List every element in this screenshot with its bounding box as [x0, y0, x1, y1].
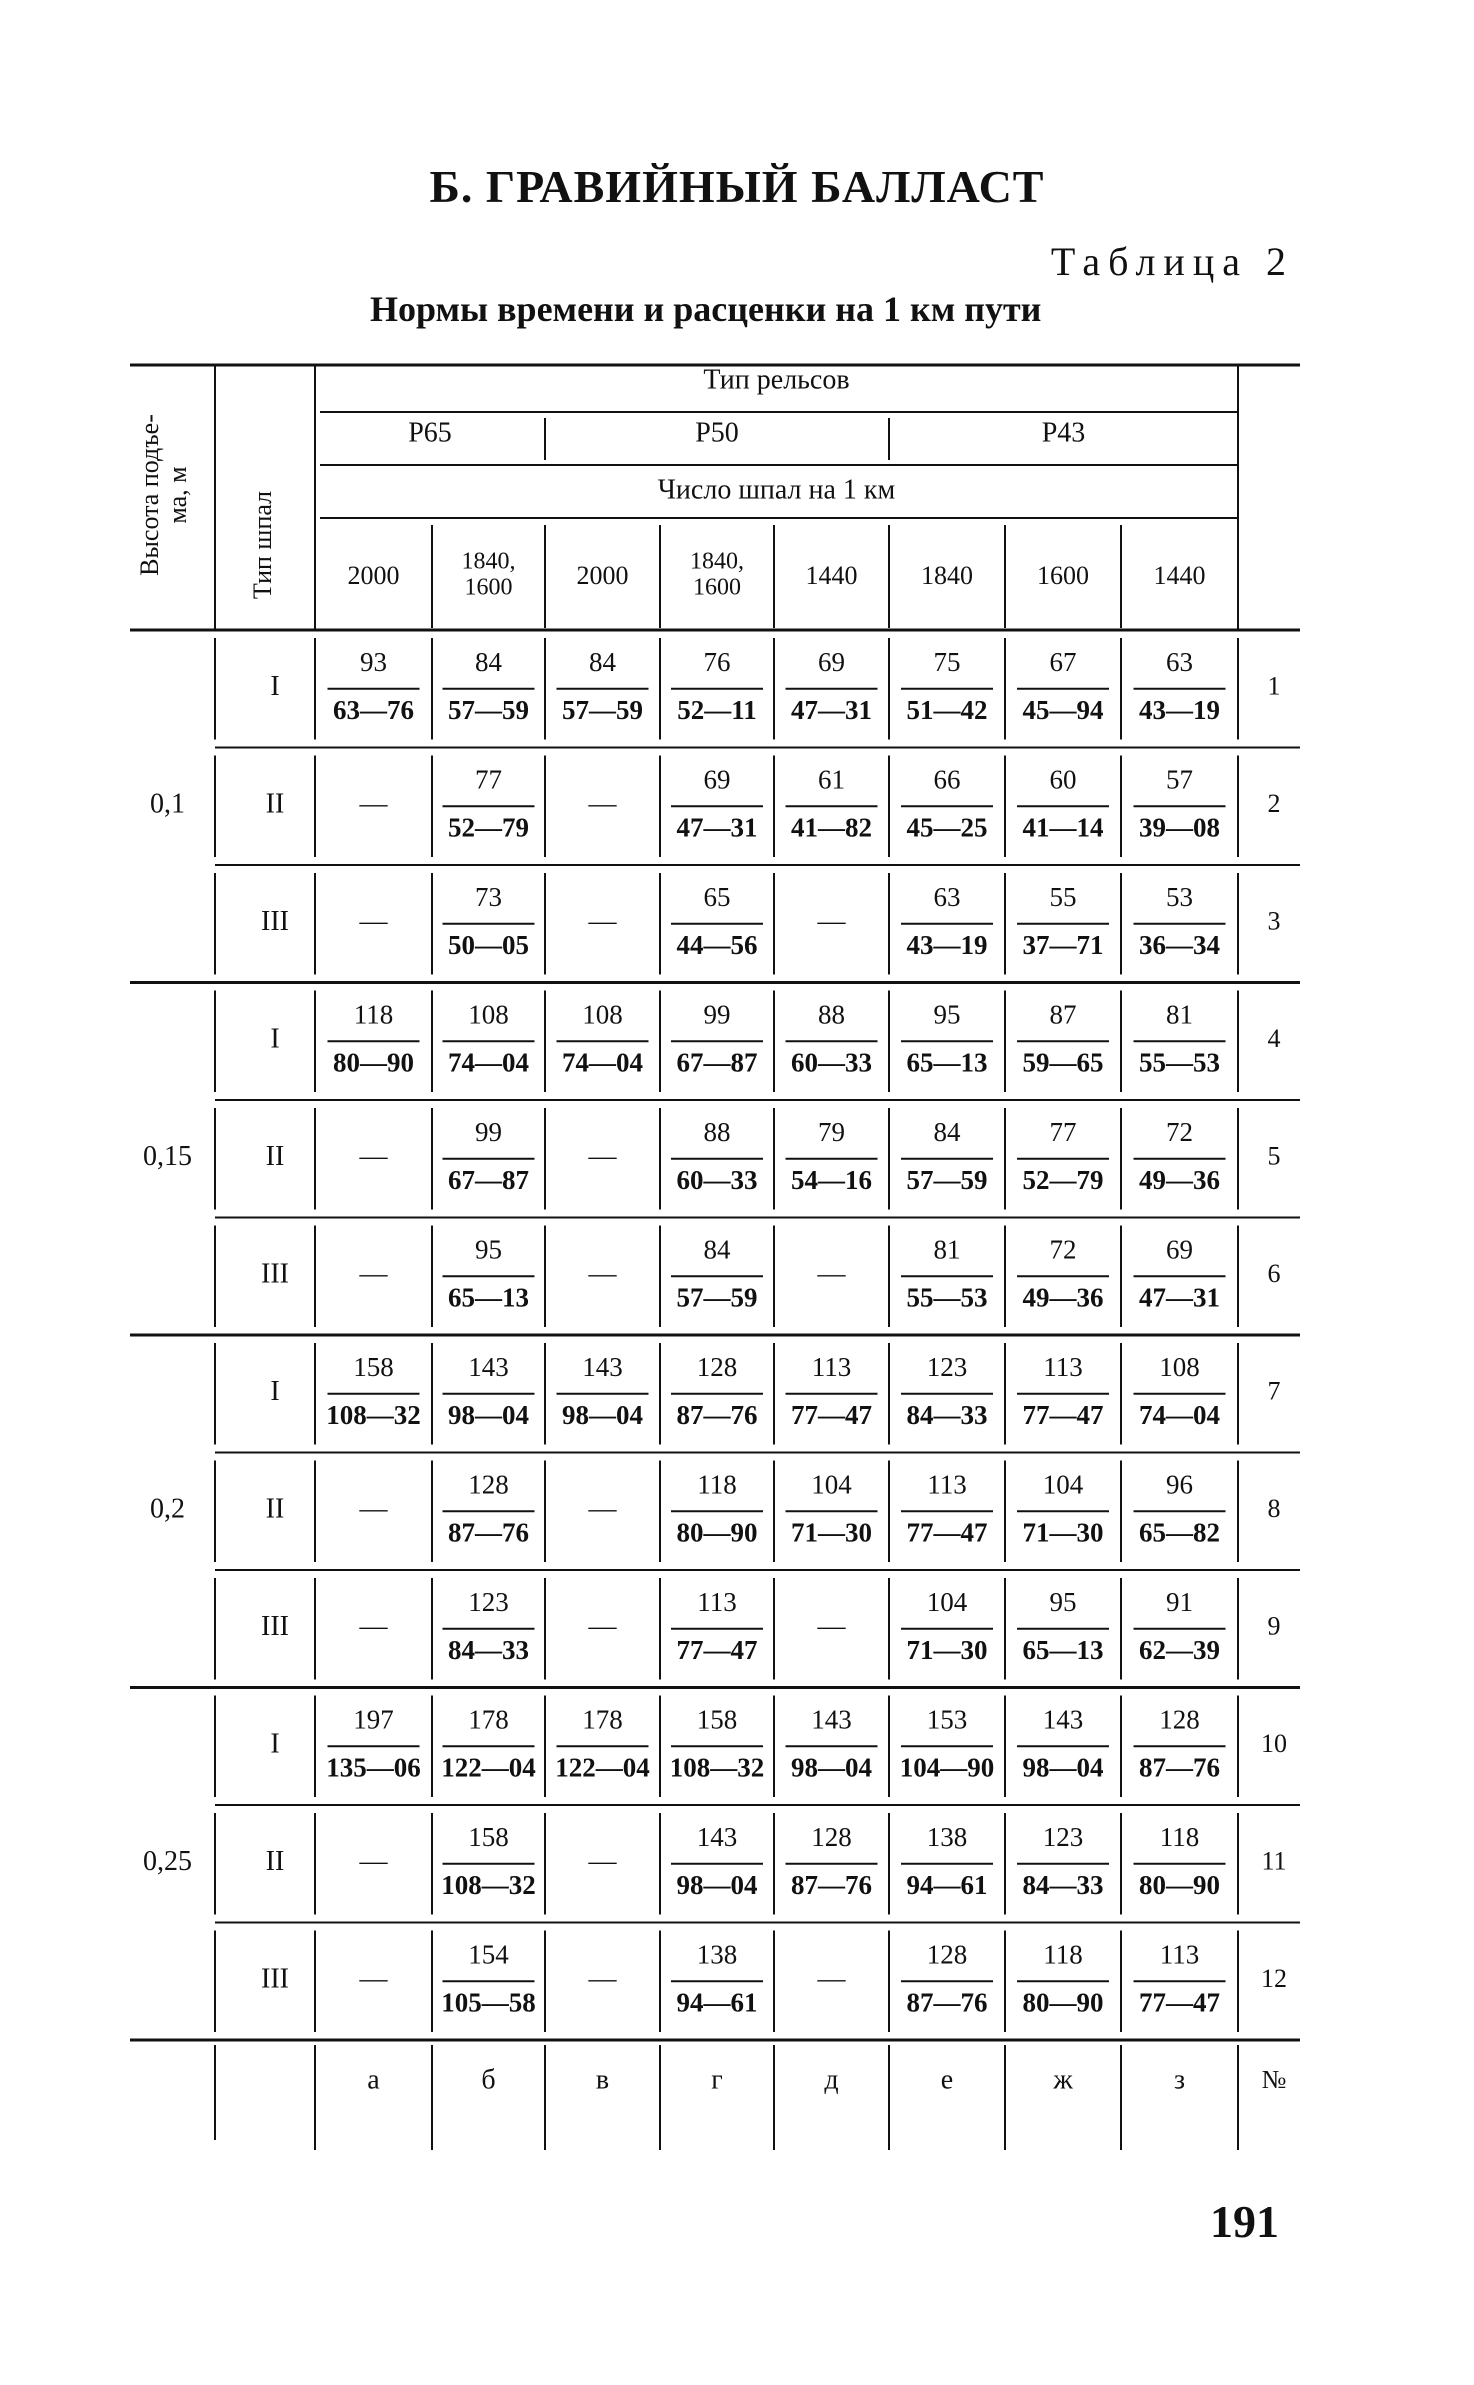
rate-value: 98—04: [562, 1399, 643, 1430]
time-norm: 118: [353, 999, 394, 1030]
rate-value: 94—61: [906, 1869, 988, 1900]
rate-value: 94—61: [676, 1987, 758, 2018]
rate-value: 77—47: [906, 1517, 988, 1548]
rate-value: 60—33: [791, 1047, 872, 1078]
time-norm: 65: [703, 881, 731, 912]
time-norm: 143: [582, 1351, 623, 1382]
time-norm: 128: [1159, 1704, 1200, 1735]
rate-value: 87—76: [676, 1399, 758, 1430]
sleeper-count: 1440: [805, 560, 858, 590]
time-norm: 84: [933, 1116, 961, 1147]
rate-value: 87—76: [1139, 1752, 1220, 1783]
rate-value: 37—71: [1022, 929, 1104, 960]
time-norm: 113: [927, 1469, 967, 1500]
time-norm: 123: [926, 1351, 968, 1382]
time-norm: 153: [926, 1704, 968, 1735]
time-norm: 128: [811, 1821, 852, 1852]
rate-value: 122—04: [555, 1752, 650, 1783]
rate-value: 80—90: [1139, 1869, 1220, 1900]
data-value: —: [588, 1258, 617, 1290]
rate-value: 45—94: [1022, 694, 1104, 725]
time-norm: 91: [1166, 1586, 1193, 1617]
rate-value: 43—19: [906, 929, 988, 960]
column-letter: д: [824, 2064, 839, 2096]
data-value: —: [588, 1611, 617, 1643]
data-value: —: [359, 1493, 388, 1525]
time-norm: 108: [582, 999, 623, 1030]
rate-value: 87—76: [448, 1517, 529, 1548]
time-norm: 84: [589, 646, 616, 677]
time-norm: 69: [1166, 1234, 1193, 1265]
time-norm: 113: [697, 1586, 737, 1617]
rate-value: 52—79: [1022, 1164, 1104, 1195]
time-norm: 178: [468, 1704, 509, 1735]
data-value: —: [588, 1846, 617, 1878]
time-norm: 63: [1166, 646, 1193, 677]
time-norm: 81: [933, 1234, 961, 1265]
column-letter: а: [367, 2064, 380, 2096]
rate-value: 77—47: [791, 1399, 872, 1430]
row-number: 10: [1261, 1729, 1287, 1759]
column-letter: ж: [1053, 2064, 1073, 2096]
time-norm: 123: [468, 1586, 509, 1617]
sleeper-type: II: [265, 788, 285, 820]
row-number: 1: [1267, 671, 1281, 701]
rate-value: 98—04: [448, 1399, 529, 1430]
rate-value: 59—65: [1022, 1047, 1104, 1078]
rate-value: 65—82: [1139, 1517, 1220, 1548]
rate-value: 77—47: [1022, 1399, 1104, 1430]
rate-value: 63—76: [333, 694, 414, 725]
time-norm: 138: [696, 1939, 738, 1970]
column-letter: з: [1173, 2064, 1186, 2096]
rate-value: 80—90: [676, 1517, 758, 1548]
time-norm: 55: [1049, 881, 1077, 912]
rate-value: 47—31: [791, 694, 872, 725]
time-norm: 99: [703, 999, 731, 1030]
time-norm: 75: [933, 646, 961, 677]
rate-value: 49—36: [1139, 1164, 1220, 1195]
rate-value: 104—90: [899, 1752, 995, 1783]
rate-value: 62—39: [1139, 1634, 1220, 1665]
rate-value: 39—08: [1139, 812, 1220, 843]
sleeper-type: III: [261, 906, 289, 938]
data-value: —: [359, 1141, 388, 1173]
rate-value: 87—76: [906, 1987, 988, 2018]
time-norm: 93: [360, 646, 387, 677]
rate-value: 47—31: [1139, 1282, 1220, 1313]
lift-height: 0,25: [143, 1846, 192, 1878]
rate-value: 98—04: [791, 1752, 872, 1783]
time-norm: 76: [703, 646, 731, 677]
time-norm: 88: [818, 999, 845, 1030]
time-norm: 95: [933, 999, 961, 1030]
time-norm: 69: [703, 764, 731, 795]
sleeper-count: 1440: [1153, 560, 1206, 590]
sleeper-type: II: [265, 1141, 285, 1173]
rate-value: 74—04: [1139, 1399, 1220, 1430]
rate-value: 57—59: [448, 694, 529, 725]
data-value: —: [817, 906, 846, 938]
time-norm: 158: [468, 1821, 509, 1852]
rail-type-1: Р65: [408, 417, 452, 449]
row-number: 9: [1267, 1611, 1281, 1641]
time-norm: 118: [1159, 1821, 1200, 1852]
rate-value: 98—04: [676, 1869, 758, 1900]
number-column-label: №: [1261, 2064, 1287, 2094]
sleeper-type: II: [265, 1493, 285, 1525]
time-norm: 84: [703, 1234, 731, 1265]
time-norm: 95: [1049, 1586, 1077, 1617]
time-norm: 158: [353, 1351, 394, 1382]
rate-value: 57—59: [562, 694, 643, 725]
data-value: —: [359, 1611, 388, 1643]
rate-value: 84—33: [906, 1399, 988, 1430]
time-norm: 197: [353, 1704, 394, 1735]
time-norm: 108: [468, 999, 509, 1030]
rate-value: 52—79: [448, 812, 529, 843]
sleeper-count: 1600: [693, 574, 741, 601]
rate-value: 80—90: [1022, 1987, 1104, 2018]
time-norm: 178: [582, 1704, 623, 1735]
time-norm: 95: [475, 1234, 502, 1265]
data-value: —: [588, 788, 617, 820]
time-norm: 88: [703, 1116, 731, 1147]
time-norm: 128: [468, 1469, 509, 1500]
column-letter: в: [595, 2064, 610, 2096]
row-number: 11: [1261, 1846, 1287, 1876]
time-norm: 143: [468, 1351, 509, 1382]
rate-value: 54—16: [791, 1164, 872, 1195]
time-norm: 87: [1049, 999, 1077, 1030]
data-value: —: [588, 906, 617, 938]
row-number: 7: [1267, 1376, 1281, 1406]
rate-value: 71—30: [906, 1634, 988, 1665]
time-norm: 72: [1166, 1116, 1193, 1147]
lift-height: 0,1: [150, 788, 185, 820]
section-title: Б. ГРАВИЙНЫЙ БАЛЛАСТ: [429, 161, 1045, 212]
sleeper-count: 1600: [464, 574, 513, 601]
rail-type-2: Р50: [695, 417, 739, 449]
time-norm: 123: [1042, 1821, 1084, 1852]
time-norm: 66: [933, 764, 961, 795]
time-norm: 128: [926, 1939, 968, 1970]
time-norm: 67: [1049, 646, 1077, 677]
row-number: 3: [1267, 906, 1281, 936]
time-norm: 104: [811, 1469, 852, 1500]
rate-value: 122—04: [441, 1752, 536, 1783]
time-norm: 99: [475, 1116, 502, 1147]
sleeper-type: II: [265, 1846, 285, 1878]
time-norm: 118: [1043, 1939, 1083, 1970]
rate-value: 108—32: [326, 1399, 421, 1430]
rate-value: 87—76: [791, 1869, 872, 1900]
column-letter: г: [711, 2064, 723, 2096]
sleeper-count: 2000: [347, 560, 400, 590]
rate-value: 57—59: [906, 1164, 988, 1195]
column-letter: е: [940, 2064, 954, 2096]
rate-value: 52—11: [677, 694, 757, 725]
row-number: 12: [1261, 1964, 1287, 1994]
sleeper-type: I: [270, 1728, 280, 1760]
data-value: —: [359, 788, 388, 820]
sleeper-type: III: [261, 1258, 289, 1290]
row-number: 8: [1267, 1494, 1281, 1524]
time-norm: 69: [818, 646, 845, 677]
time-norm: 143: [811, 1704, 852, 1735]
rate-value: 84—33: [448, 1634, 529, 1665]
lift-height: 0,15: [143, 1141, 192, 1173]
table-caption: Нормы времени и расценки на 1 км пути: [370, 289, 1042, 329]
time-norm: 79: [818, 1116, 845, 1147]
row-number: 6: [1267, 1259, 1281, 1289]
row-number: 5: [1267, 1141, 1281, 1171]
time-norm: 158: [696, 1704, 738, 1735]
rate-value: 55—53: [1139, 1047, 1220, 1078]
rate-value: 108—32: [441, 1869, 536, 1900]
time-norm: 113: [1043, 1351, 1083, 1382]
time-norm: 143: [1042, 1704, 1084, 1735]
sleeper-count: 1840,: [690, 548, 744, 575]
sleeper-type: I: [270, 1376, 280, 1408]
lift-height: 0,2: [150, 1493, 185, 1525]
time-norm: 57: [1166, 764, 1193, 795]
rate-value: 49—36: [1022, 1282, 1104, 1313]
time-norm: 73: [475, 881, 502, 912]
rate-value: 74—04: [448, 1047, 529, 1078]
time-norm: 84: [475, 646, 502, 677]
sleeper-type: I: [270, 1023, 280, 1055]
row-number: 4: [1267, 1024, 1281, 1054]
sleeper-count: 2000: [576, 560, 629, 590]
data-value: —: [588, 1141, 617, 1173]
rate-value: 47—31: [676, 812, 758, 843]
rail-type-label: Тип рельсов: [703, 364, 850, 396]
data-value: —: [359, 906, 388, 938]
data-value: —: [588, 1493, 617, 1525]
rate-value: 65—13: [448, 1282, 529, 1313]
time-norm: 113: [811, 1351, 852, 1382]
height-label: Высота подъе-: [134, 414, 164, 576]
rate-value: 74—04: [562, 1047, 643, 1078]
rate-value: 135—06: [326, 1752, 421, 1783]
rate-value: 36—34: [1139, 929, 1220, 960]
rate-value: 80—90: [333, 1047, 414, 1078]
sleeper-type-label: Тип шпал: [247, 490, 277, 600]
time-norm: 96: [1166, 1469, 1193, 1500]
data-value: —: [359, 1846, 388, 1878]
rate-value: 71—30: [791, 1517, 872, 1548]
time-norm: 104: [926, 1586, 968, 1617]
time-norm: 128: [696, 1351, 738, 1382]
column-letter: б: [481, 2064, 496, 2096]
rail-type-3: Р43: [1041, 417, 1086, 449]
data-value: —: [359, 1963, 388, 1995]
rate-value: 50—05: [448, 929, 529, 960]
data-value: —: [588, 1963, 617, 1995]
rate-value: 65—13: [906, 1047, 988, 1078]
sleeper-count: 1600: [1037, 560, 1089, 590]
rate-value: 67—87: [676, 1047, 758, 1078]
time-norm: 138: [926, 1821, 968, 1852]
rate-value: 77—47: [676, 1634, 758, 1665]
time-norm: 118: [697, 1469, 737, 1500]
sleepers-per-km-label: Число шпал на 1 км: [657, 474, 896, 506]
rate-value: 43—19: [1139, 694, 1220, 725]
rate-value: 57—59: [676, 1282, 758, 1313]
table-number: Таблица 2: [1050, 239, 1294, 284]
rate-value: 41—14: [1022, 812, 1104, 843]
rate-value: 45—25: [906, 812, 988, 843]
time-norm: 104: [1042, 1469, 1084, 1500]
time-norm: 143: [696, 1821, 738, 1852]
sleeper-type: III: [261, 1611, 289, 1643]
rate-value: 84—33: [1022, 1869, 1104, 1900]
time-norm: 63: [933, 881, 961, 912]
sleeper-count: 1840: [921, 560, 973, 590]
rate-value: 98—04: [1022, 1752, 1104, 1783]
time-norm: 60: [1049, 764, 1077, 795]
data-value: —: [359, 1258, 388, 1290]
data-value: —: [817, 1611, 846, 1643]
rate-value: 105—58: [441, 1987, 536, 2018]
time-norm: 53: [1166, 881, 1193, 912]
rate-value: 67—87: [448, 1164, 529, 1195]
sleeper-count: 1840,: [461, 548, 516, 575]
time-norm: 72: [1049, 1234, 1077, 1265]
page-number: 191: [1210, 2196, 1279, 2247]
rate-value: 71—30: [1022, 1517, 1104, 1548]
time-norm: 154: [468, 1939, 509, 1970]
rate-value: 60—33: [676, 1164, 758, 1195]
height-label: ма, м: [162, 466, 192, 524]
time-norm: 77: [1049, 1116, 1077, 1147]
time-norm: 61: [818, 764, 845, 795]
rate-value: 65—13: [1022, 1634, 1104, 1665]
rate-value: 41—82: [791, 812, 872, 843]
rate-value: 77—47: [1139, 1987, 1220, 2018]
sleeper-type: I: [270, 671, 280, 703]
data-value: —: [817, 1258, 846, 1290]
rate-value: 44—56: [676, 929, 758, 960]
rate-value: 51—42: [906, 694, 988, 725]
rate-value: 55—53: [906, 1282, 988, 1313]
row-number: 2: [1267, 789, 1281, 819]
sleeper-type: III: [261, 1963, 289, 1995]
time-norm: 81: [1166, 999, 1193, 1030]
time-norm: 113: [1159, 1939, 1200, 1970]
time-norm: 77: [475, 764, 502, 795]
time-norm: 108: [1159, 1351, 1200, 1382]
data-value: —: [817, 1963, 846, 1995]
rate-value: 108—32: [669, 1752, 765, 1783]
